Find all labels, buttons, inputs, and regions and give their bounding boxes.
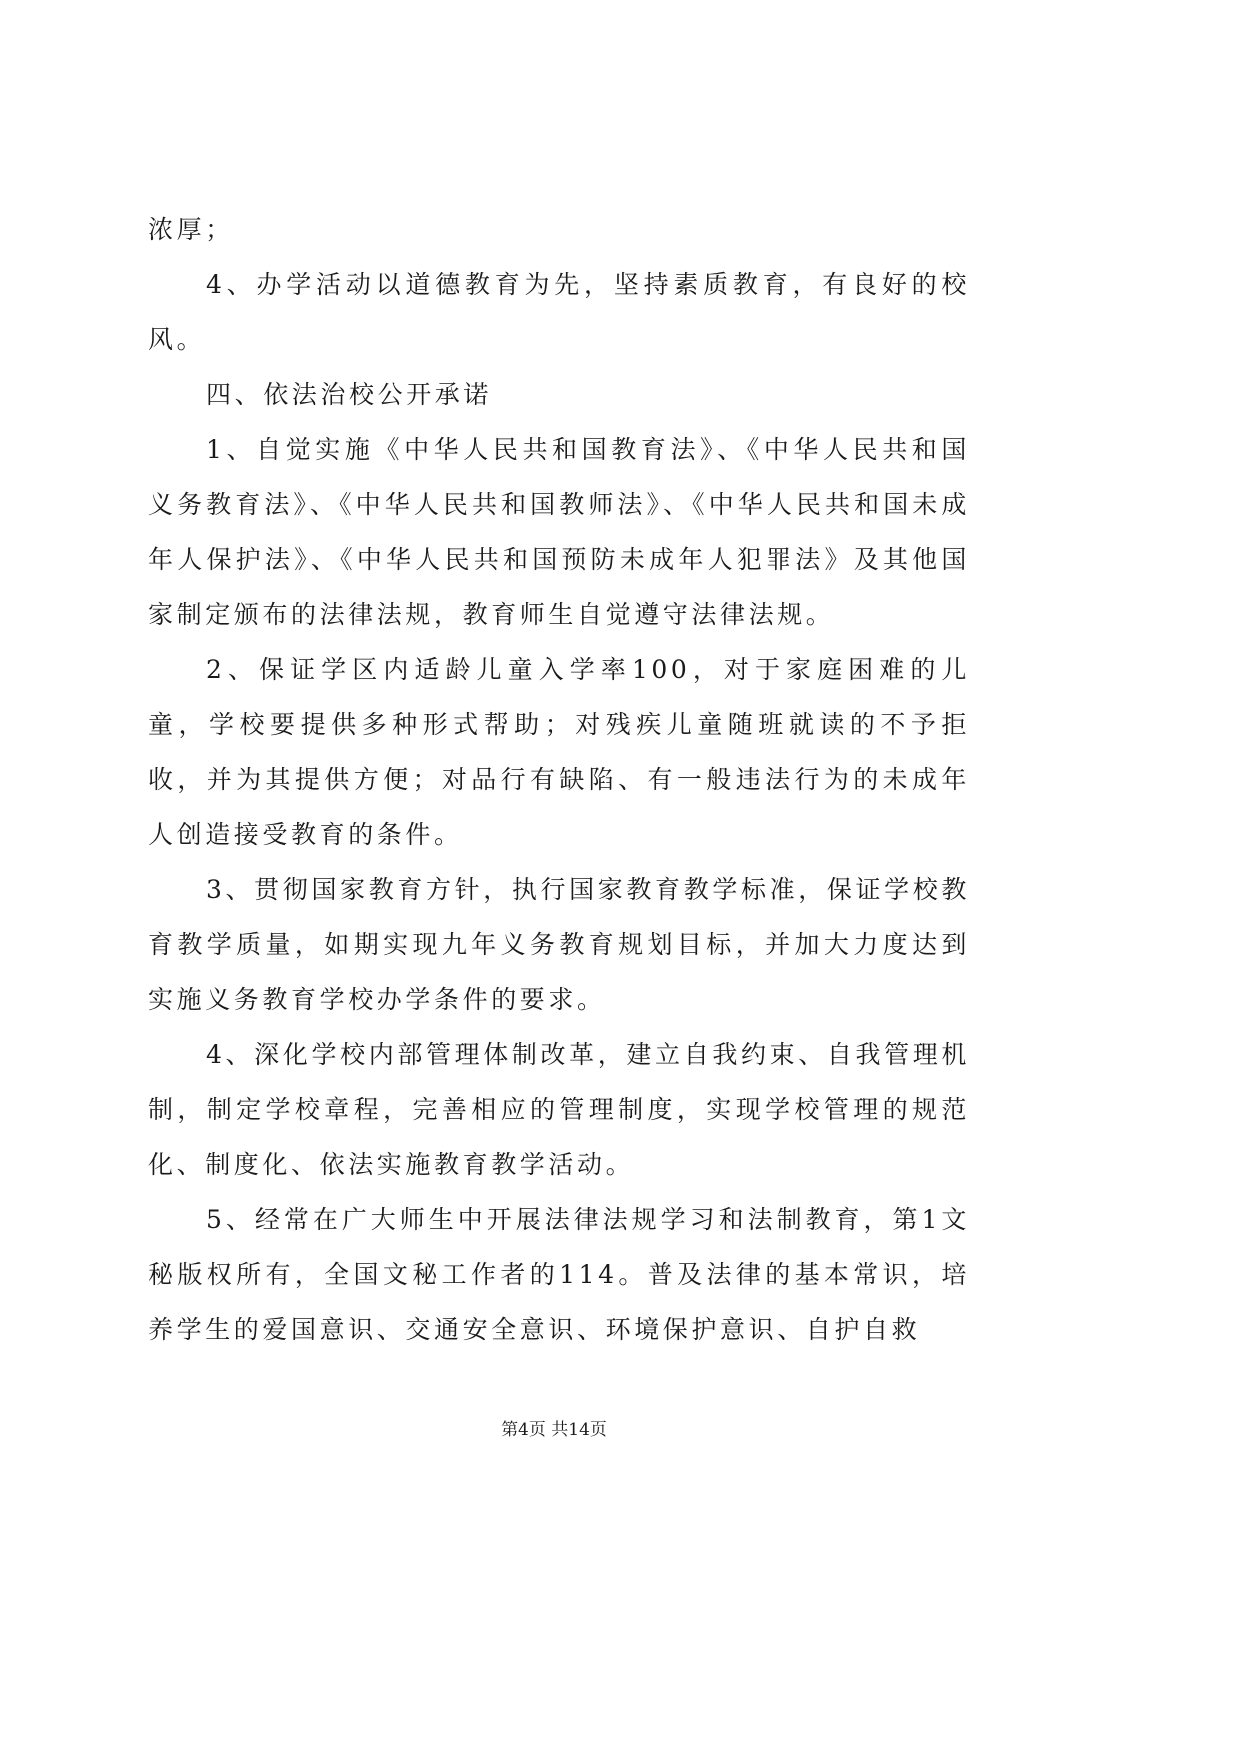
document-body: [148, 202, 970, 1357]
section-heading: 四、依法治校公开承诺: [206, 380, 493, 409]
paragraph-commitment-3: 3、贯彻国家教育方针，执行国家教育教学标准，保证学校教育教学质量，如期实现九年义务教育规划目标，并加大力度达到实施义务教育学校办学条件的要求。: [148, 875, 970, 1014]
paragraph-school-spirit: 4、办学活动以道德教育为先，坚持素质教育，有良好的校风。: [148, 270, 970, 354]
paragraph-commitment-5: 5、经常在广大师生中开展法律法规学习和法制教育，第1文秘版权所有，全国文秘工作者的114。普及法律的基本常识，培养学生的爱国意识、交通安全意识、环境保护意识、自护自救: [148, 1205, 970, 1344]
paragraph-continuation: 浓厚；: [148, 215, 234, 244]
paragraph-commitment-1: 1、自觉实施《中华人民共和国教育法》、《中华人民共和国义务教育法》、《中华人民共和国教师法》、《中华人民共和国未成年人保护法》、《中华人民共和国预防未成年人犯罪法》及其他国家制定颁布的法律法规，教育师生自觉遵守法律法规。: [148, 435, 970, 629]
paragraph-commitment-2: 2、保证学区内适龄儿童入学率100，对于家庭困难的儿童，学校要提供多种形式帮助；对残疾儿童随班就读的不予拒收，并为其提供方便；对品行有缺陷、有一般违法行为的未成年人创造接受教育的条件。: [148, 655, 970, 849]
paragraph-commitment-4: 4、深化学校内部管理体制改革，建立自我约束、自我管理机制，制定学校章程，完善相应的管理制度，实现学校管理的规范化、制度化、依法实施教育教学活动。: [148, 1040, 970, 1179]
page-number-footer: 第4页 共14页: [501, 1420, 607, 1440]
